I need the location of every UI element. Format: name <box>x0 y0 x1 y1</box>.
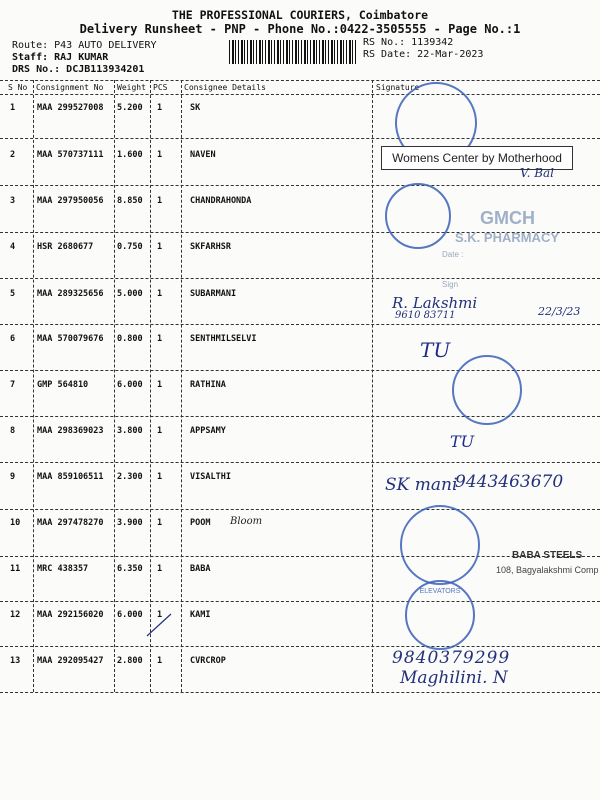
row-consignee: SK <box>190 103 201 113</box>
row-consignee: SUBARMANI <box>190 289 237 299</box>
row-consignment: MAA 298369023 <box>37 426 104 436</box>
row-sno: 2 <box>10 150 16 160</box>
row-consignment: HSR 2680677 <box>37 242 94 252</box>
row-divider <box>0 462 600 463</box>
table-header-rule <box>0 94 600 95</box>
row-pcs: 1 <box>157 289 163 299</box>
handwritten-note: Bloom <box>230 516 263 527</box>
handwritten-phone: 9840379299 <box>392 648 511 668</box>
row-sno: 7 <box>10 380 16 390</box>
route-label: Route: P43 AUTO DELIVERY <box>12 40 157 51</box>
row-consignment: MAA 570737111 <box>37 150 104 160</box>
col-consignee: Consignee Details <box>184 83 266 92</box>
row-consignment: MAA 292095427 <box>37 656 104 666</box>
handwritten-number: 9610 83711 <box>395 310 456 321</box>
row-consignee: RATHINA <box>190 380 226 390</box>
row-consignee: CHANDRAHONDA <box>190 196 252 206</box>
row-consignment: MRC 438357 <box>37 564 89 574</box>
row-pcs: 1 <box>157 656 163 666</box>
handwritten-date: 22/3/23 <box>538 305 581 318</box>
row-consignment: MAA 570079676 <box>37 334 104 344</box>
stamp-sign-label: Sign <box>442 280 459 289</box>
round-seal-stamp <box>400 505 480 585</box>
row-pcs: 1 <box>157 518 163 528</box>
table-top-rule <box>0 80 600 81</box>
row-sno: 4 <box>10 242 16 252</box>
row-consignment: MAA 299527008 <box>37 103 104 113</box>
row-consignee: NAVEN <box>190 150 216 160</box>
row-weight: 5.200 <box>117 103 143 113</box>
barcode <box>229 40 357 64</box>
gmch-stamp: GMCH <box>480 208 535 228</box>
row-consignee: CVRCROP <box>190 656 226 666</box>
handwritten-signature: V. Bal <box>520 166 555 180</box>
row-consignment: MAA 297950056 <box>37 196 104 206</box>
row-divider <box>0 556 600 557</box>
handwritten-signature: SK mani <box>385 475 458 495</box>
row-weight: 5.000 <box>117 289 143 299</box>
row-weight: 1.600 <box>117 150 143 160</box>
row-sno: 10 <box>10 518 21 528</box>
row-pcs: 1 <box>157 103 163 113</box>
row-pcs: 1 <box>157 426 163 436</box>
round-seal-stamp <box>452 355 522 425</box>
row-sno: 8 <box>10 426 16 436</box>
pen-tick-mark <box>145 610 175 640</box>
col-pcs: PCS <box>153 83 168 92</box>
col-weight: Weight <box>117 83 146 92</box>
row-weight: 3.900 <box>117 518 143 528</box>
row-consignee: SENTHMILSELVI <box>190 334 257 344</box>
row-weight: 2.800 <box>117 656 143 666</box>
row-weight: 3.800 <box>117 426 143 436</box>
row-consignee: POOM <box>190 518 211 528</box>
row-sno: 5 <box>10 289 16 299</box>
rs-number: RS No.: 1139342 <box>363 37 454 48</box>
stamp-date-label: Date : <box>442 250 464 259</box>
col-sno: S No <box>8 83 28 92</box>
row-pcs: 1 <box>157 472 163 482</box>
row-consignment: MAA 292156020 <box>37 610 104 620</box>
row-divider <box>0 185 600 186</box>
row-consignment: MAA 297478270 <box>37 518 104 528</box>
row-consignee: APPSAMY <box>190 426 226 436</box>
womens-center-stamp: Womens Center by Motherhood <box>381 146 573 170</box>
row-pcs: 1 <box>157 196 163 206</box>
row-consignee: SKFARHSR <box>190 242 231 252</box>
row-sno: 1 <box>10 103 16 113</box>
row-divider <box>0 646 600 647</box>
company-title: THE PROFESSIONAL COURIERS, Coimbatore <box>171 8 429 22</box>
baba-steels-stamp: BABA STEELS <box>512 550 583 561</box>
elevators-seal-stamp: ELEVATORS <box>405 580 475 650</box>
row-weight: 0.750 <box>117 242 143 252</box>
row-consignment: MAA 289325656 <box>37 289 104 299</box>
row-sno: 6 <box>10 334 16 344</box>
row-pcs: 1 <box>157 150 163 160</box>
row-divider <box>0 601 600 602</box>
row-divider <box>0 324 600 325</box>
row-weight: 8.850 <box>117 196 143 206</box>
row-divider <box>0 509 600 510</box>
handwritten-phone: 9443463670 <box>455 472 564 492</box>
row-weight: 6.350 <box>117 564 143 574</box>
col-signature: Signature <box>376 83 420 92</box>
row-weight: 6.000 <box>117 610 143 620</box>
row-divider <box>0 138 600 139</box>
row-consignment: GMP 564810 <box>37 380 89 390</box>
row-consignee: VISALTHI <box>190 472 231 482</box>
row-consignee: KAMI <box>190 610 211 620</box>
row-consignment: MAA 859106511 <box>37 472 104 482</box>
row-pcs: 1 <box>157 564 163 574</box>
handwritten-signature: R. Lakshmi <box>392 294 478 312</box>
row-pcs: 1 <box>157 610 163 620</box>
row-pcs: 1 <box>157 334 163 344</box>
row-sno: 12 <box>10 610 21 620</box>
row-sno: 11 <box>10 564 21 574</box>
row-pcs: 1 <box>157 380 163 390</box>
handwritten-signature: TU <box>420 338 451 362</box>
row-divider <box>0 692 600 693</box>
drs-number: DRS No.: DCJB113934201 <box>12 64 145 75</box>
row-consignee: BABA <box>190 564 211 574</box>
staff-label: Staff: RAJ KUMAR <box>12 52 109 63</box>
row-sno: 3 <box>10 196 16 206</box>
round-seal-stamp <box>385 183 451 249</box>
row-weight: 0.800 <box>117 334 143 344</box>
handwritten-name: Maghilini. N <box>400 668 508 688</box>
row-pcs: 1 <box>157 242 163 252</box>
rs-date: RS Date: 22-Mar-2023 <box>363 49 484 60</box>
col-consignment: Consignment No <box>36 83 104 92</box>
row-sno: 13 <box>10 656 21 666</box>
runsheet-subtitle: Delivery Runsheet - PNP - Phone No.:0422-3505555 - Page No.:1 <box>79 22 521 36</box>
handwritten-signature: TU <box>450 432 475 451</box>
row-weight: 6.000 <box>117 380 143 390</box>
row-divider <box>0 278 600 279</box>
baba-address: 108, Bagyalakshmi Comp <box>496 565 599 575</box>
row-weight: 2.300 <box>117 472 143 482</box>
row-sno: 9 <box>10 472 16 482</box>
pharmacy-stamp: S.K. PHARMACY <box>455 230 560 245</box>
